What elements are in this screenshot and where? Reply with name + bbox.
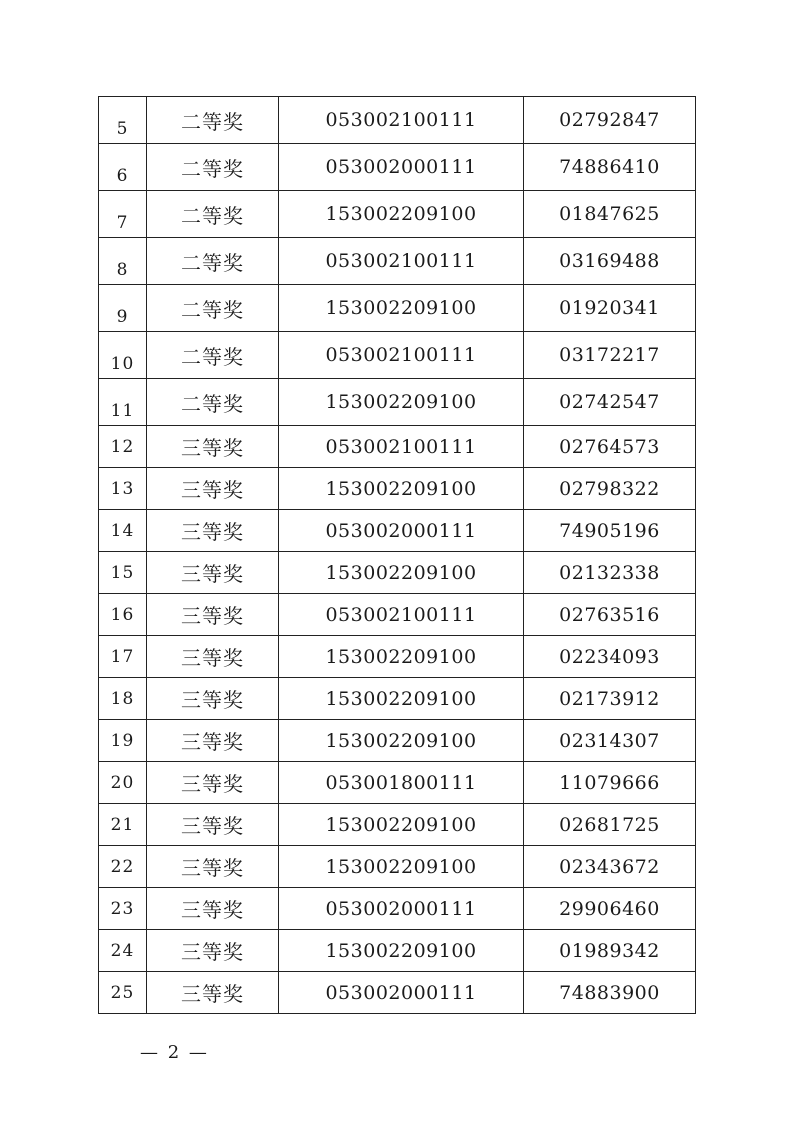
account-code-cell: 153002209100: [279, 636, 524, 678]
account-code-cell: 053002100111: [279, 238, 524, 285]
account-code-cell: 053002000111: [279, 144, 524, 191]
row-number-cell: 25: [99, 972, 147, 1014]
ticket-number-cell: 02234093: [524, 636, 696, 678]
row-number-cell: 9: [99, 285, 147, 332]
row-number-cell: 20: [99, 762, 147, 804]
ticket-number-cell: 02343672: [524, 846, 696, 888]
prize-level-cell: 二等奖: [147, 238, 279, 285]
prize-level-cell: 三等奖: [147, 888, 279, 930]
table-row: [99, 468, 696, 510]
prize-level-cell: 三等奖: [147, 762, 279, 804]
prize-level-cell: 三等奖: [147, 426, 279, 468]
prize-level-cell: 三等奖: [147, 678, 279, 720]
ticket-number-cell: 02173912: [524, 678, 696, 720]
account-code-cell: 153002209100: [279, 846, 524, 888]
row-number-cell: 24: [99, 930, 147, 972]
table-row: [99, 191, 696, 238]
table-row: [99, 636, 696, 678]
prize-level-cell: 三等奖: [147, 972, 279, 1014]
ticket-number-cell: 74883900: [524, 972, 696, 1014]
prize-level-cell: 三等奖: [147, 636, 279, 678]
table-row: [99, 762, 696, 804]
prize-level-cell: 三等奖: [147, 804, 279, 846]
account-code-cell: 153002209100: [279, 285, 524, 332]
account-code-cell: 053002100111: [279, 426, 524, 468]
row-number-cell: 12: [99, 426, 147, 468]
account-code-cell: 053002100111: [279, 97, 524, 144]
prize-level-cell: 二等奖: [147, 97, 279, 144]
prize-level-cell: 三等奖: [147, 594, 279, 636]
ticket-number-cell: 03169488: [524, 238, 696, 285]
prize-level-cell: 二等奖: [147, 144, 279, 191]
ticket-number-cell: 11079666: [524, 762, 696, 804]
ticket-number-cell: 03172217: [524, 332, 696, 379]
ticket-number-cell: 74905196: [524, 510, 696, 552]
table-row: [99, 332, 696, 379]
row-number-cell: 5: [99, 97, 147, 144]
table-row: [99, 426, 696, 468]
row-number-cell: 15: [99, 552, 147, 594]
table-row: [99, 510, 696, 552]
table-row: [99, 594, 696, 636]
account-code-cell: 053002000111: [279, 510, 524, 552]
account-code-cell: 153002209100: [279, 468, 524, 510]
table-row: [99, 97, 696, 144]
prize-level-cell: 二等奖: [147, 332, 279, 379]
account-code-cell: 153002209100: [279, 678, 524, 720]
table-row: [99, 238, 696, 285]
row-number-cell: 16: [99, 594, 147, 636]
account-code-cell: 153002209100: [279, 720, 524, 762]
account-code-cell: 053002000111: [279, 888, 524, 930]
prize-table-body: [99, 97, 696, 1014]
row-number-cell: 6: [99, 144, 147, 191]
ticket-number-cell: 01920341: [524, 285, 696, 332]
row-number-cell: 18: [99, 678, 147, 720]
account-code-cell: 153002209100: [279, 552, 524, 594]
table-row: [99, 678, 696, 720]
account-code-cell: 153002209100: [279, 930, 524, 972]
row-number-cell: 21: [99, 804, 147, 846]
table-row: [99, 720, 696, 762]
ticket-number-cell: 02314307: [524, 720, 696, 762]
ticket-number-cell: 02132338: [524, 552, 696, 594]
row-number-cell: 17: [99, 636, 147, 678]
ticket-number-cell: 74886410: [524, 144, 696, 191]
page-number: — 2 —: [140, 1042, 209, 1063]
prize-level-cell: 三等奖: [147, 930, 279, 972]
prize-level-cell: 三等奖: [147, 468, 279, 510]
row-number-cell: 19: [99, 720, 147, 762]
row-number-cell: 13: [99, 468, 147, 510]
table-row: [99, 846, 696, 888]
account-code-cell: 053002000111: [279, 972, 524, 1014]
prize-level-cell: 二等奖: [147, 285, 279, 332]
table-row: [99, 930, 696, 972]
ticket-number-cell: 02742547: [524, 379, 696, 426]
table-row: [99, 144, 696, 191]
row-number-cell: 8: [99, 238, 147, 285]
row-number-cell: 7: [99, 191, 147, 238]
table-row: [99, 972, 696, 1014]
ticket-number-cell: 01989342: [524, 930, 696, 972]
account-code-cell: 053002100111: [279, 594, 524, 636]
table-row: [99, 804, 696, 846]
ticket-number-cell: 02763516: [524, 594, 696, 636]
prize-level-cell: 三等奖: [147, 552, 279, 594]
account-code-cell: 153002209100: [279, 379, 524, 426]
row-number-cell: 10: [99, 332, 147, 379]
ticket-number-cell: 29906460: [524, 888, 696, 930]
table-row: [99, 552, 696, 594]
prize-level-cell: 二等奖: [147, 379, 279, 426]
table-row: [99, 379, 696, 426]
prize-level-cell: 三等奖: [147, 720, 279, 762]
account-code-cell: 153002209100: [279, 804, 524, 846]
row-number-cell: 23: [99, 888, 147, 930]
ticket-number-cell: 02792847: [524, 97, 696, 144]
account-code-cell: 153002209100: [279, 191, 524, 238]
ticket-number-cell: 02681725: [524, 804, 696, 846]
table-row: [99, 285, 696, 332]
ticket-number-cell: 01847625: [524, 191, 696, 238]
row-number-cell: 14: [99, 510, 147, 552]
row-number-cell: 22: [99, 846, 147, 888]
account-code-cell: 053001800111: [279, 762, 524, 804]
prize-level-cell: 三等奖: [147, 510, 279, 552]
row-number-cell: 11: [99, 379, 147, 426]
ticket-number-cell: 02798322: [524, 468, 696, 510]
prize-level-cell: 三等奖: [147, 846, 279, 888]
table-row: [99, 888, 696, 930]
prize-table: [98, 96, 696, 1014]
account-code-cell: 053002100111: [279, 332, 524, 379]
ticket-number-cell: 02764573: [524, 426, 696, 468]
prize-level-cell: 二等奖: [147, 191, 279, 238]
